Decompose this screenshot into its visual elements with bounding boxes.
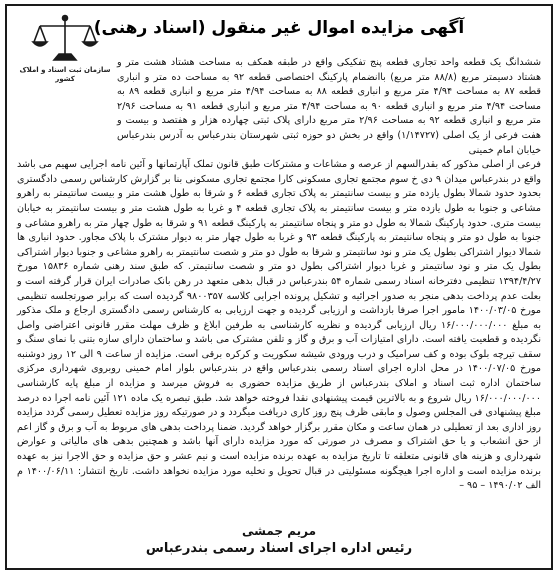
- notice-paragraph-rest: فرعی از اصلی مذکور که بقدرالسهم از عرصه و مشاعات و مشترکات طبق قانون تملک آپارتمانها و آئین نامه اجرایی سهیم می باشد واقع در بندرعباس میدان ۹ دی خ سوم مجتمع تجاری مسکونی کارا مجتمع تجاری مسکونی بنا بر گزارش کارشناس رسمی دادگستری بحدود حدود شمالا بطول یازده متر و بیست سانتیمتر به پلاک تجاری قطعه ۶ و شرقا به طول هشت متر و بیست سانتیمتر به راهرو مشاعی و جنوبا به طول یازده متر و بیست سانتیمتر به پلاک تجاری قطعه ۴ و غربا به طول هشت متر و بیست سانتیمتر به خیابان بیست متری. حدود پارکینگ شمالا به طول دو متر و پنجاه سانتیمتر به پارکینگ قطعه ۹۱ و شرقا به طول چهار متر به راهرو مشاعی و جنوبا به طول دو متر و پنجاه سانتیمتر به پارکینگ قطعه ۹۳ و غربا به طول چهار متر به دیوار مشترک با پلاک مجاور. حدود انباری ها شمالا دیوار اشتراکی بطول یک متر و نود سانتیمتر و شرقا به طول دو متر و شصت سانتیمتر به راهرو مشاعی و جنوبا دیوار اشتراکی بطول یک متر و نود سانتیمتر و غربا دیوار اشتراکی بطول دو متر و شصت سانتیمتر. که طبق سند رهنی شماره ۱۵۸۳۶ مورخ ۱۳۹۴/۴/۲۷ تنظیمی دفترخانه اسناد رسمی شماره ۵۴ بندرعباس در قبال بدهی متعهد در رهن بانک صادرات ایران قرار گرفته است و بعلت عدم پرداخت بدهی منجر به صدور اجرائیه و تشکیل پرونده اجرایی کلاسه ۹۸۰۰۳۵۷ گردیده است که برابر صورتجلسه تنظیمی مورخ ۱۴۰۰/۰۳/۰۵ مامور اجرا صرفا بازداشت و ارزیابی گردیده و جهت ارزیابی به کارشناس رسمی دادگستری ارجاع و ملک مذکور به مبلغ ۱۶/۰۰۰/۰۰۰/۰۰۰ ریال ارزیابی گردیده و نظریه کارشناسی به طرفین ابلاغ و ظرف مهلت مقرر قانونی اعتراضی واصل نگردیده و قطعیت یافته است. دارای امتیازات آب و برق و گاز و تلفن مشترک می باشد و ساختمان دارای سازه بتنی با نمای سنگ و سقف تیرچه بلوک بوده و کف سرامیک و درب ورودی شیشه سکوریت و کرکره برقی است. مزایده از ساعت ۹ الی ۱۲ روز دوشنبه مورخ ۱۴۰۰/۰۷/۰۵ در محل اداره اجرای اسناد رسمی بندرعباس واقع در بندرعباس بلوار امام خمینی روبروی شهرداری مرکزی ساختمان اداره ثبت اسناد و املاک بندرعباس از طریق مزایده حضوری به فروش میرسد و مزایده از مبلغ پایه کارشناسی ۱۶/۰۰۰/۰۰۰/۰۰۰ ریال شروع و به بالاترین قیمت پیشنهادی نقدا فروخته خواهد شد. طبق تبصره یک ماده ۱۲۱ آئین نامه اجرا ده درصد مبلغ پیشنهادی فی المجلس وصول و مابقی ظرف پنج روز کاری دریافت میگردد و در صورتیکه روز مزایده تعطیل رسمی گردد مزایده روز اداری بعد از تعطیلی در همان ساعت و مکان مقرر برگزار خواهد گردید. ضمنا پرداخت بدهی های مربوط به آب و برق و گاز اعم از حق انشعاب و یا حق اشتراک و مصرف در صورتی که مورد مزایده دارای آنها باشد و همچنین بدهی های مالیاتی و عوارض شهرداری و هزینه های قانونی متعلقه تا تاریخ مزایده به عهده برنده مزایده است و نیم عشر و حق مزایده و حق الاجرا نیز به عهده برنده مزایده است و اداره اجرا هیچگونه مسئولیتی در قبال تحویل و تخلیه مورد مزایده نخواهد داشت. تاریخ انتشار: ۱۴۰۰/۰۶/۱۱ م الف ۱۴۹۰/۰۲ – ۹۵ –: [17, 159, 542, 492]
- notice-page: [5, 4, 553, 570]
- notice-body: [17, 56, 541, 494]
- signatory-title: رئیس اداره اجرای اسناد رسمی بندرعباس: [145, 541, 413, 556]
- notice-title: آگهی مزایده اموال غیر منقول (اسناد رهنی): [93, 18, 465, 38]
- registration-organization-logo: [17, 14, 113, 96]
- scales-of-justice-icon: [30, 14, 100, 66]
- notice-header: [17, 12, 541, 98]
- logo-lettering: سازمان ثبت اسناد و املاک کشور: [19, 66, 111, 83]
- signature-block: [7, 522, 551, 558]
- notice-paragraph-lead: ششدانگ یک قطعه واحد تجاری قطعه پنج تفکیکی واقع در طبقه همکف به مساحت هشتاد هشت متر و هشتاد دسیمتر مربع (۸۸/۸ متر مربع) باانضمام پارکینگ اختصاصی قطعه ۹۲ به مساحت ده متر و انباری قطعه ۸۷ به مساحت ۴/۹۴ متر مربع و انباری قطعه ۸۸ به مساحت ۴/۹۴ متر مربع و انباری قطعه ۸۹ به مساحت ۴/۹۴ متر مربع و انباری قطعه ۹۰ به مساحت ۴/۹۴ متر مربع و انباری قطعه ۹۱ به مساحت ۲/۹۶ متر مربع و انباری قطعه ۹۲ به مساحت ۲/۹۶ متر مربع دارای پلاک ثبتی چهارده هزار و هفتصد و بیست و هفت فرعی از یک اصلی (۱/۱۴۷۲۷) واقع در بخش دو حوزه ثبتی شهرستان بندرعباس به آدرس بندرعباس خیابان امام خمینی: [117, 57, 542, 156]
- signatory-name: مریم جمشی: [241, 524, 317, 538]
